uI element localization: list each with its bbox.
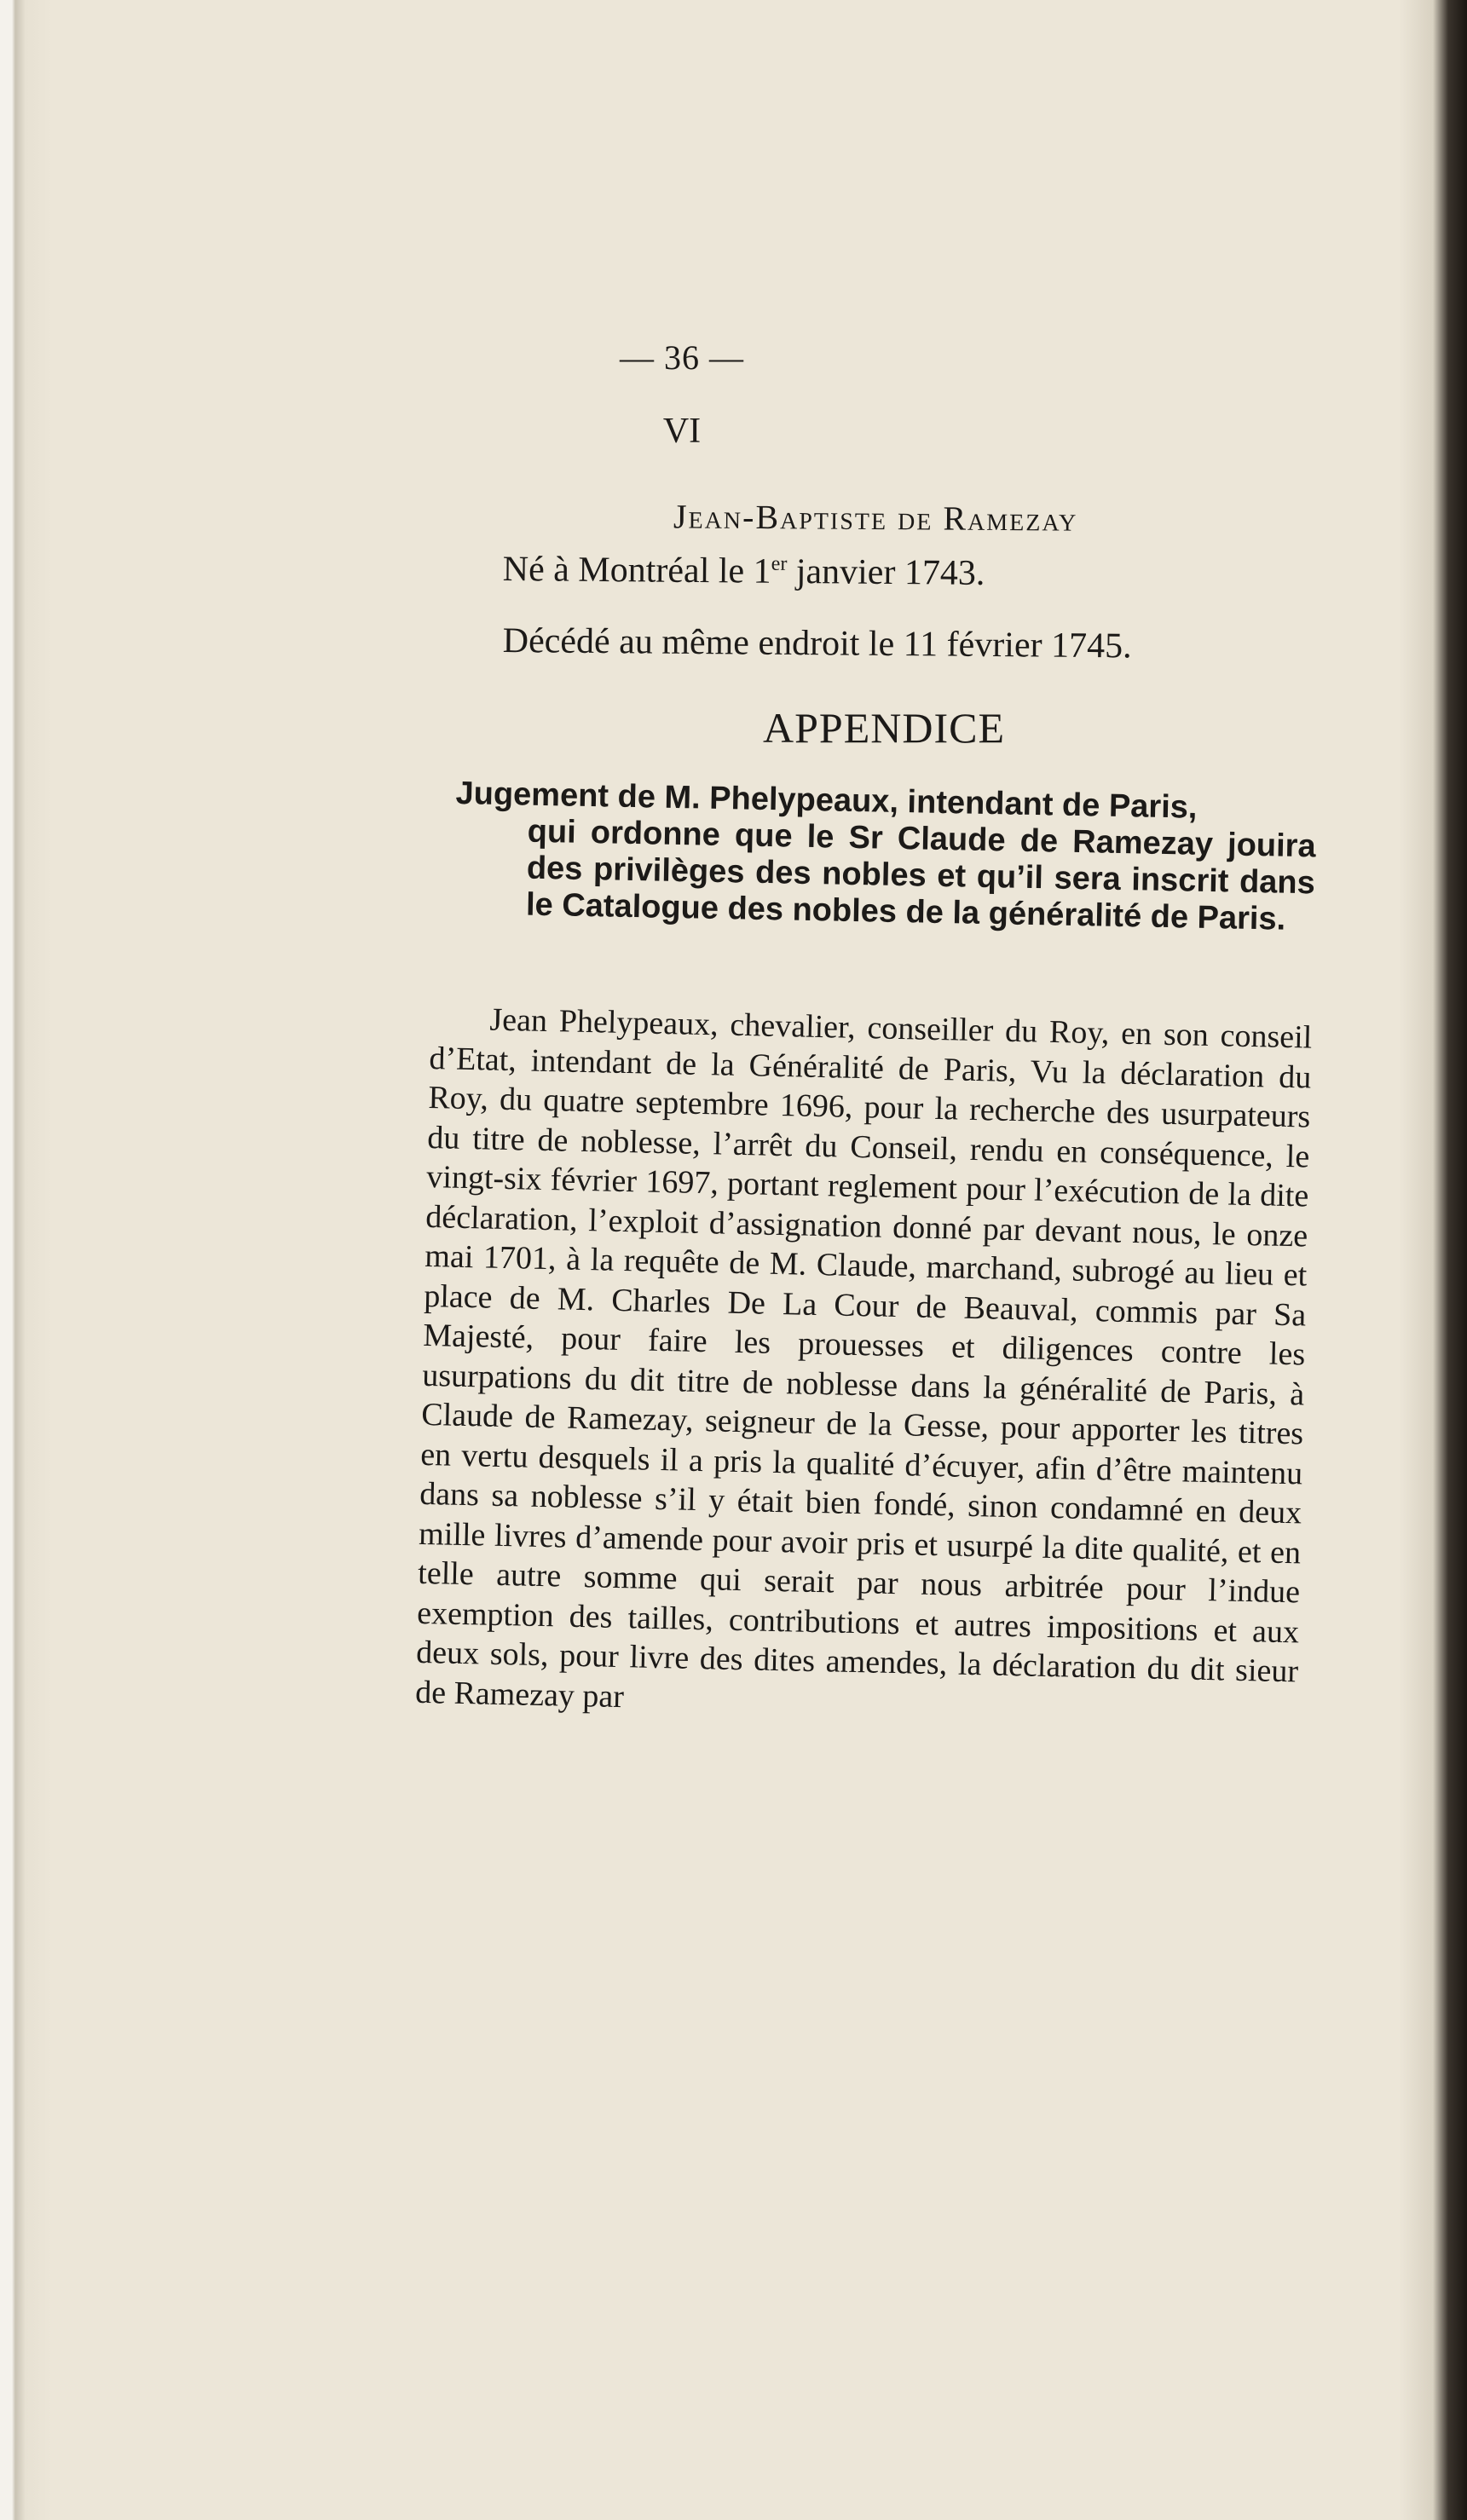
appendix-title: APPENDICE [763,704,1006,752]
birth-date: janvier 1743. [787,551,985,593]
judgement-heading [453,776,1317,938]
birth-superscript: er [771,552,788,575]
page-number: — 36 — [620,338,744,377]
judgement-heading-first-line: Jugement de M. Phelypeaux, intendant de Paris, [455,776,1198,826]
body-text [415,999,1313,1731]
body-paragraph: Jean Phelypeaux, chevalier, conseiller du Roy, en son conseil d’Etat, intendant de la Généralité de Paris, Vu la déclaration du Roy, du quatre septembre 1696, pour la recherche des usurpateurs du titre de noblesse, l’arrêt du Conseil, rendu en conséquence, le vingt-six février 1697, portant reglement pour l’exécution de la dite déclaration, l’exploit d’assignation donné par devant nous, le onze mai 1701, à la requête de M. Claude, marchand, subrogé au lieu et place de M. Charles De La Cour de Beauval, commis par Sa Majesté, pour faire les prouesses et diligences contre les usurpations du dit titre de noblesse dans la généralité de Paris, à Claude de Ramezay, seigneur de la Gesse, pour apporter les titres en vertu desquels il a pris la qualité d’écuyer, afin d’être maintenu dans sa noblesse s’il y était bien fondé, sinon condamné en deux mille livres d’amende pour avoir pris et usurpé la dite qualité, et en telle autre somme qui serait par nous arbitrée pour l’indue exemption des tailles, contributions et autres impositions et aux deux sols, pour livre des dites amendes, la déclaration du dit sieur de Ramezay par [414,1001,1313,1715]
birth-line [503,549,985,594]
scan-right-gutter [1399,0,1467,2520]
person-name-heading: Jean-Baptiste de Ramezay [673,497,1078,539]
chapter-number: VI [662,412,702,451]
birth-text: Né à Montréal le 1 [502,549,771,591]
judgement-heading-continuation: qui ordonne que le Sr Claude de Ramezay jouira des privilèges des nobles et qu’il sera inscrit dans le Catalogue des nobles de la généralité de Paris. [525,813,1316,937]
death-line: Décédé au même endroit le 11 février 1745. [502,620,1132,666]
scan-left-margin [0,0,53,2520]
